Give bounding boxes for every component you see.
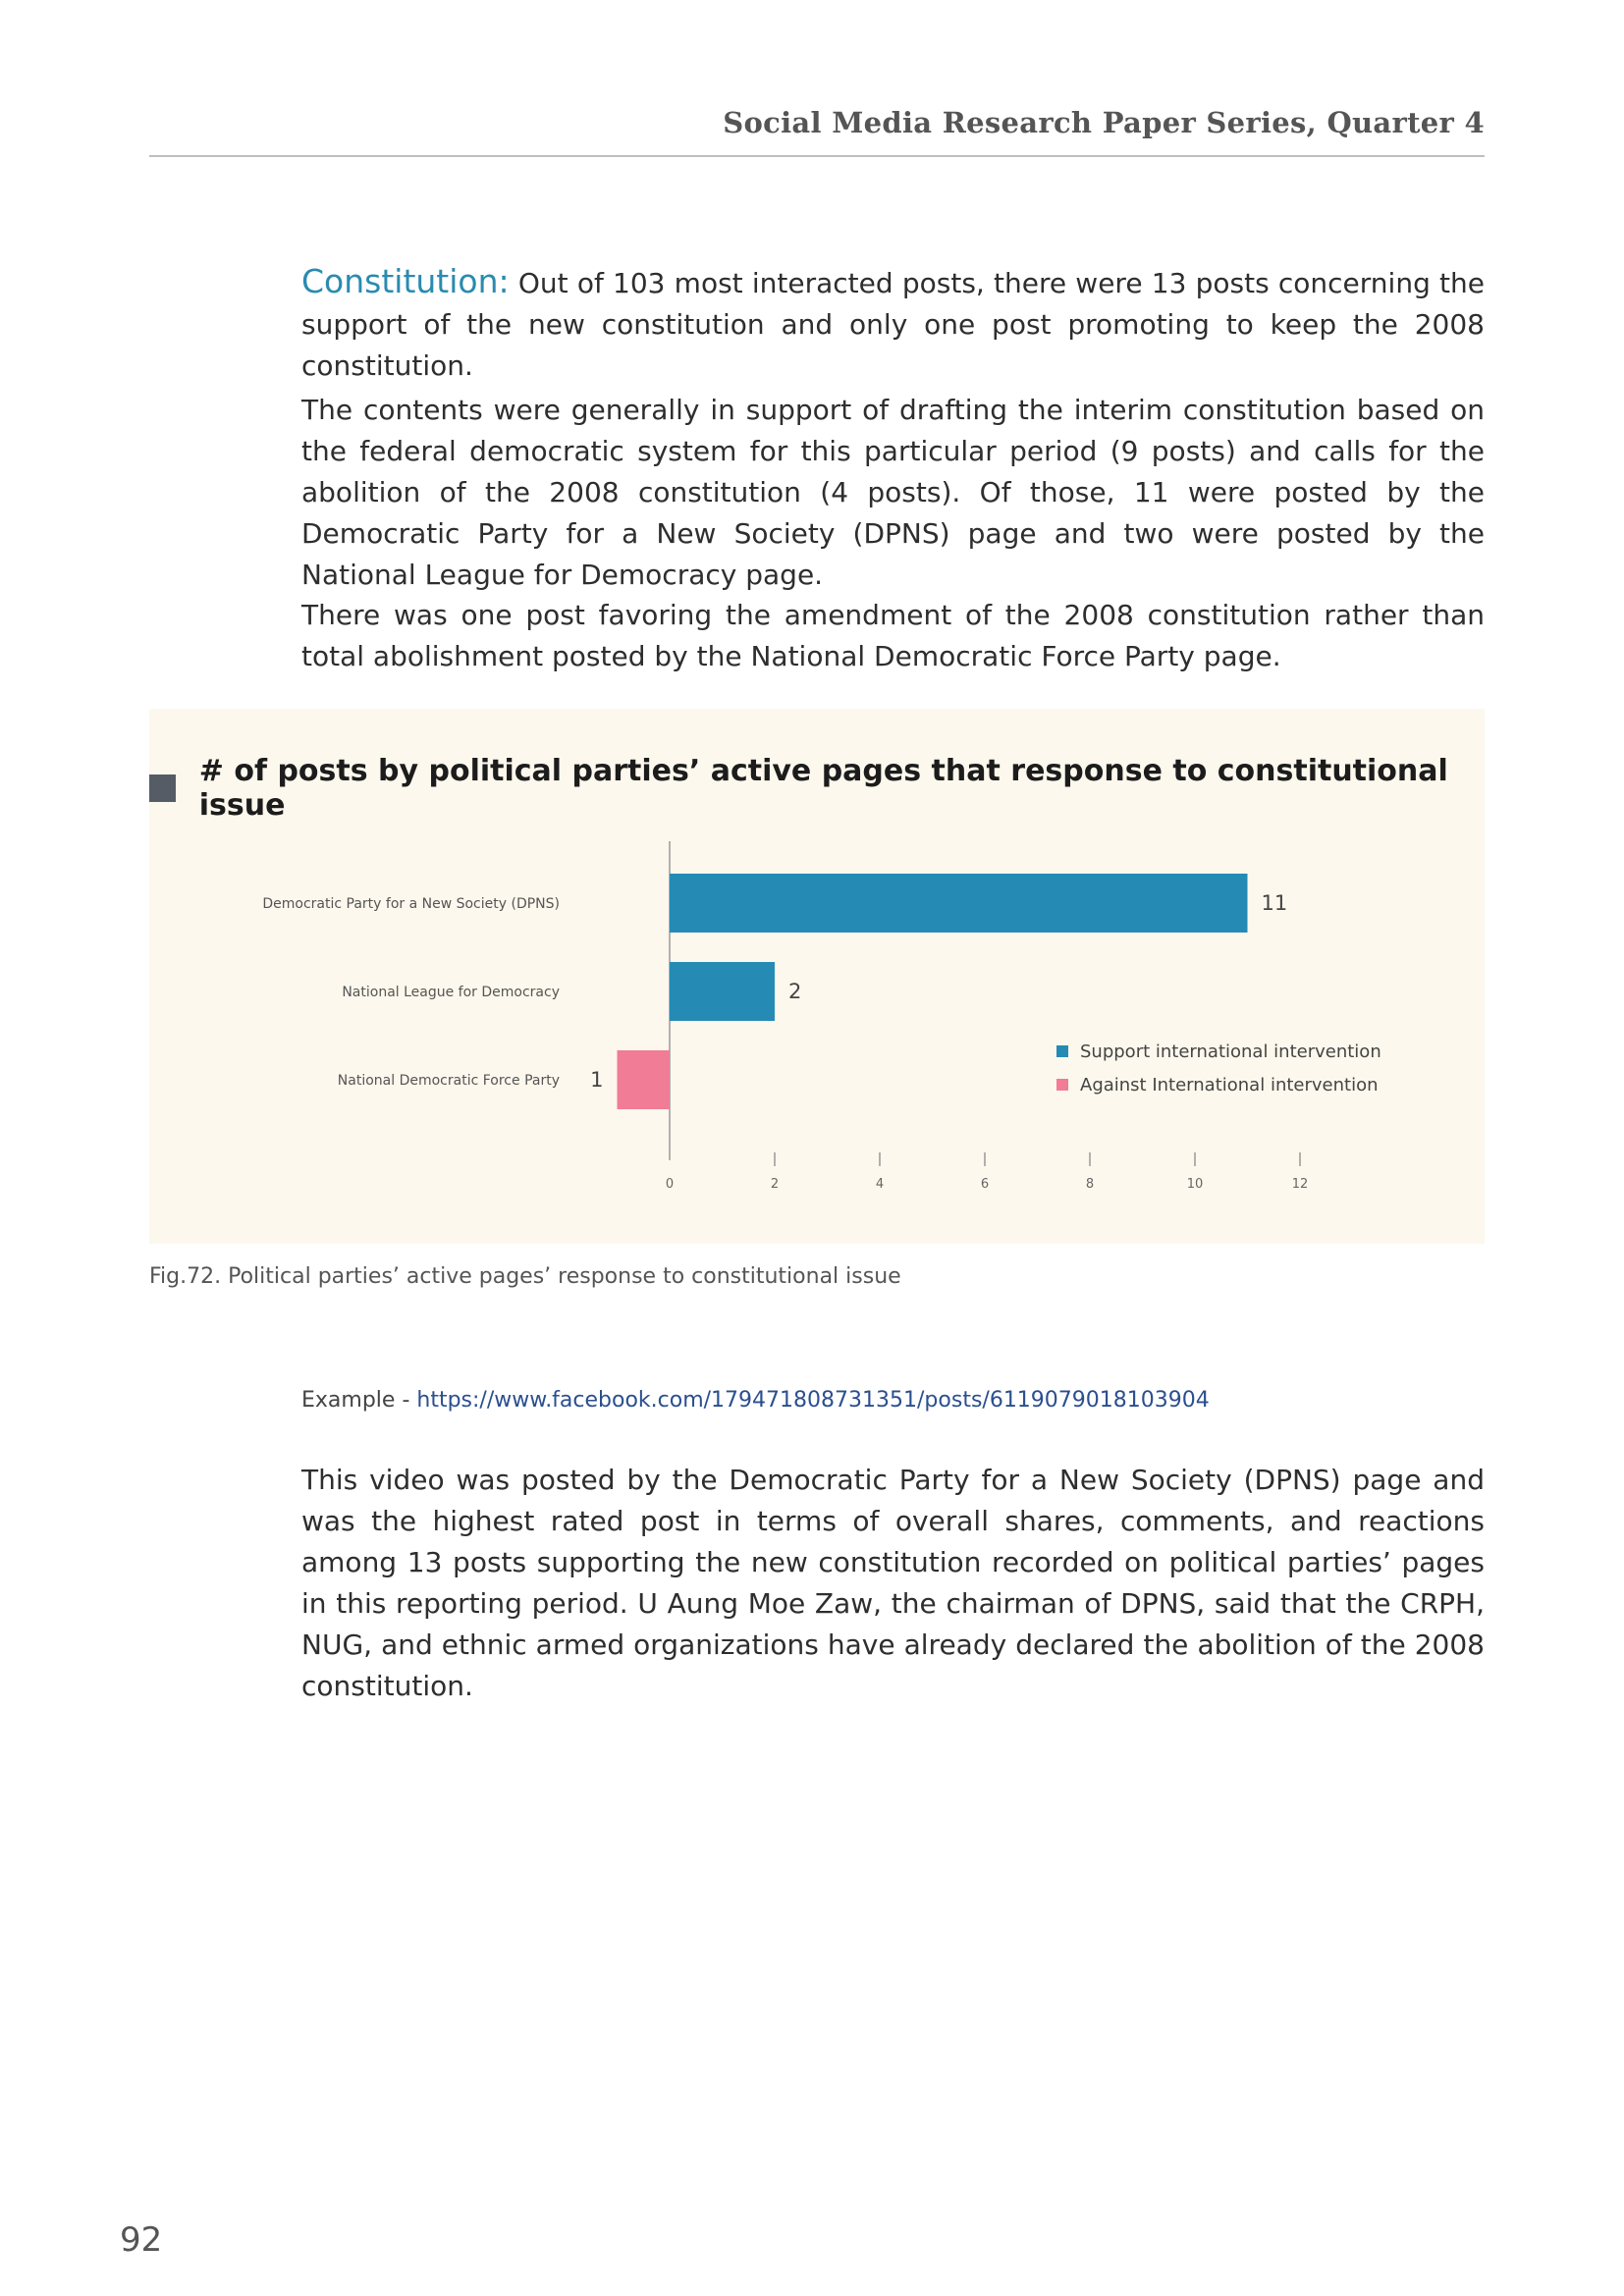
constitution-label: Constitution:	[301, 262, 510, 300]
category-label: National League for Democracy	[342, 985, 560, 1000]
paragraph-4: This video was posted by the Democratic Party for a New Society (DPNS) page and was the highest rated post in terms of overall shares, comments, and reactions among 13 posts supporting the new constitution recorded on political parties’ pages in this reporting period. U Aung Moe Zaw, the chairman of DPNS, said that the CRPH, NUG, and ethnic armed organizations have already declared the abolition of the 2008 constitution.	[301, 1464, 1485, 1702]
bar-value-label: 2	[788, 980, 802, 1003]
paragraph-2: The contents were generally in support of drafting the interim constitution based on the federal democratic system for this particular period (9 posts) and calls for the abolition of the 2008 constitution (4 posts). Of those, 11 were posted by the Democratic Party for a New Society (DPNS) page and two were posted by the National League for Democracy page.	[301, 394, 1485, 591]
example-label: Example -	[301, 1388, 417, 1413]
paragraph-constitution	[301, 261, 1485, 387]
page-number: 92	[120, 2220, 163, 2260]
x-tick-label: 2	[770, 1177, 780, 1192]
x-tick-label: 10	[1186, 1177, 1204, 1192]
example-line	[301, 1388, 1210, 1413]
bar-value-label: 1	[590, 1068, 604, 1092]
legend-swatch	[1056, 1045, 1068, 1057]
x-tick-label: 12	[1291, 1177, 1309, 1192]
bar-support	[670, 874, 1248, 933]
legend-label: Support international intervention	[1080, 1041, 1381, 1062]
x-tick-label: 8	[1085, 1177, 1095, 1192]
category-label: Democratic Party for a New Society (DPNS)	[262, 896, 560, 912]
x-tick-label: 0	[665, 1177, 675, 1192]
x-tick-label: 6	[980, 1177, 990, 1192]
chart-title: # of posts by political parties’ active pages that response to constitutional issue	[198, 754, 1448, 823]
bar-value-label: 11	[1261, 891, 1288, 915]
example-link[interactable]: https://www.facebook.com/179471808731351/posts/6119079018103904	[416, 1388, 1210, 1413]
legend-swatch	[1056, 1079, 1068, 1091]
x-tick-label: 4	[875, 1177, 885, 1192]
running-header: Social Media Research Paper Series, Quarter 4	[723, 106, 1485, 139]
figure-caption: Fig.72. Political parties’ active pages’ response to constitutional issue	[149, 1264, 901, 1289]
chart-panel	[149, 709, 1485, 1244]
paragraph-3: There was one post favoring the amendment of the 2008 constitution rather than total abolishment posted by the National Democratic Force Party page.	[301, 599, 1485, 672]
category-label: National Democratic Force Party	[337, 1073, 560, 1089]
legend-label: Against International intervention	[1080, 1075, 1379, 1095]
bar-against	[618, 1050, 671, 1109]
paragraph-1-text: Out of 103 most interacted posts, there were 13 posts concerning the support of the new constitution and only one post promoting to keep the 2008 constitution.	[301, 267, 1485, 382]
header-divider	[149, 155, 1485, 157]
bar-chart	[149, 709, 1485, 1244]
bar-support	[670, 962, 775, 1021]
